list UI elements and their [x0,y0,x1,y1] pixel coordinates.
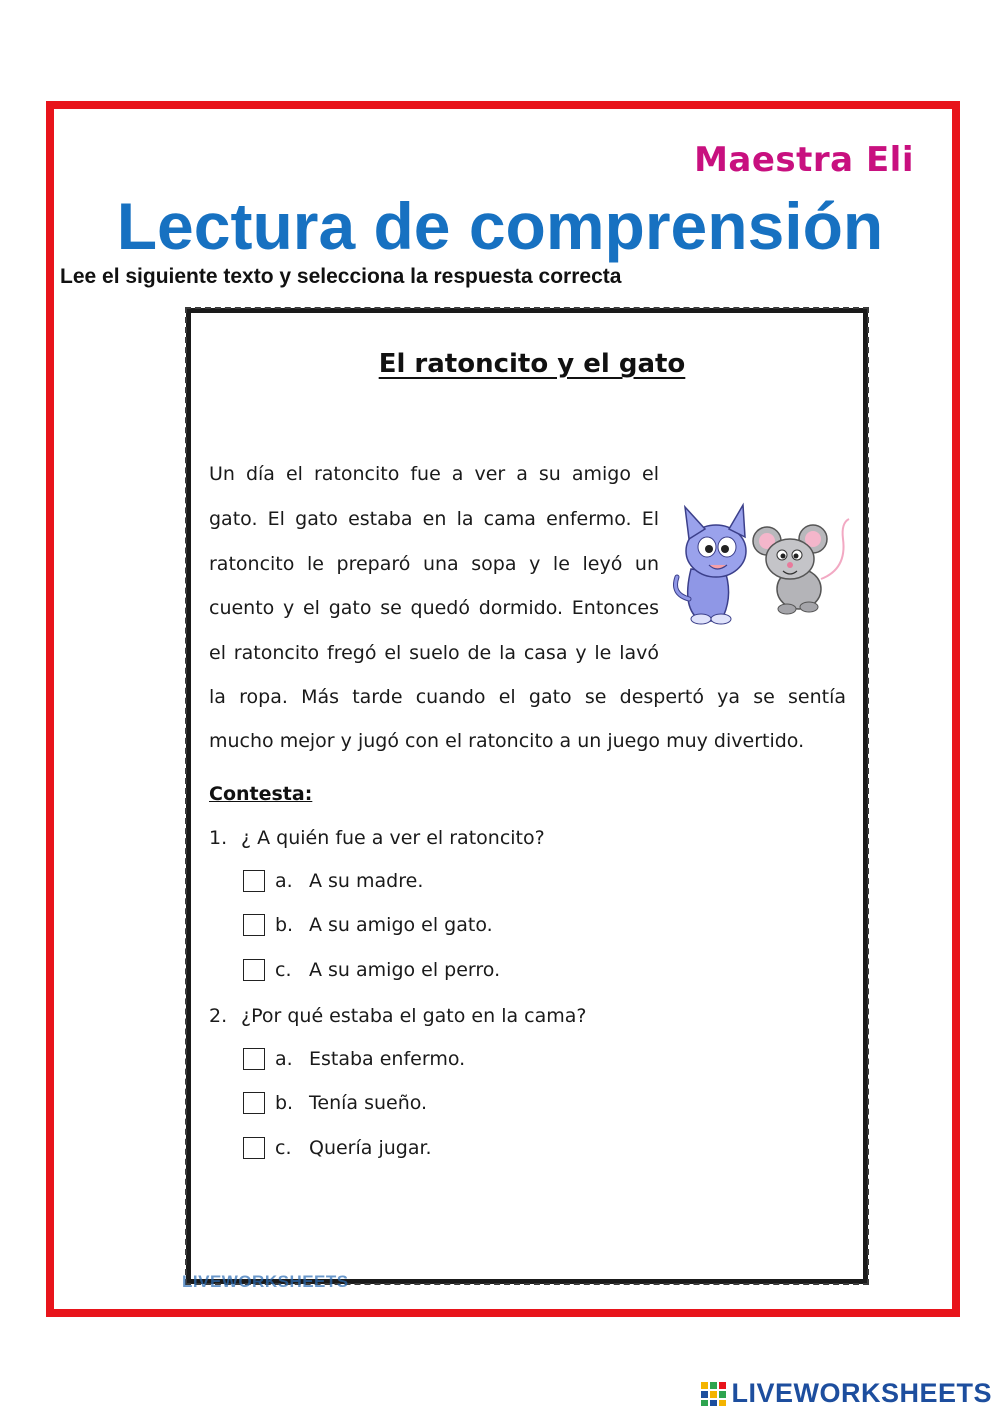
story-line: la ropa. Más tarde cuando el gato se despertó ya se sentía [209,686,846,708]
checkbox[interactable] [243,1137,265,1159]
checkbox[interactable] [243,914,265,936]
q2-option-a[interactable] [243,1048,465,1070]
reading-box [186,308,868,1284]
liveworksheets-logo-icon [701,1382,727,1406]
option-letter: b. [275,1092,294,1114]
cat-and-mouse-illustration [671,499,853,627]
option-text: Tenía sueño. [309,1092,428,1114]
mouse-icon [753,519,849,614]
question-text: ¿ A quién fue a ver el ratoncito? [241,827,545,849]
q2-option-b[interactable] [243,1092,427,1114]
question-number: 2. [209,1005,228,1027]
question-number: 1. [209,827,228,849]
liveworksheets-logo[interactable] [701,1378,992,1409]
story-line: gato. El gato estaba en la cama enfermo. El [209,508,659,530]
contesta-label: Contesta: [209,783,313,805]
option-letter: c. [275,959,292,981]
question-1 [209,827,545,849]
instructions: Lee el siguiente texto y selecciona la respuesta correcta [60,265,622,288]
question-text: ¿Por qué estaba el gato en la cama? [241,1005,587,1027]
page-title: Lectura de comprensión [116,189,884,263]
q1-option-a[interactable] [243,870,423,892]
author-name: Maestra Eli [694,140,914,180]
option-letter: a. [275,1048,293,1070]
option-text: Estaba enfermo. [309,1048,466,1070]
checkbox[interactable] [243,870,265,892]
checkbox[interactable] [243,959,265,981]
story-line: Un día el ratoncito fue a ver a su amigo el [209,463,659,485]
option-text: A su amigo el gato. [309,914,493,936]
story-line: el ratoncito fregó el suelo de la casa y le lavó [209,642,659,664]
liveworksheets-watermark: LIVEWORKSHEETS [182,1272,349,1291]
q2-option-c[interactable] [243,1137,432,1159]
story-line: cuento y el gato se quedó dormido. Entonces [209,597,659,619]
option-letter: a. [275,870,293,892]
option-letter: b. [275,914,294,936]
option-letter: c. [275,1137,292,1159]
liveworksheets-text: LIVEWORKSHEETS [731,1378,992,1408]
option-text: A su madre. [309,870,424,892]
story-line: ratoncito le preparó una sopa y le leyó un [209,553,659,575]
story-title: El ratoncito y el gato [378,349,686,379]
checkbox[interactable] [243,1092,265,1114]
q1-option-c[interactable] [243,959,500,981]
cat-icon [676,505,747,624]
q1-option-b[interactable] [243,914,493,936]
question-2 [209,1005,586,1027]
checkbox[interactable] [243,1048,265,1070]
story-line: mucho mejor y jugó con el ratoncito a un juego muy divertido. [209,730,805,752]
option-text: Quería jugar. [309,1137,432,1159]
option-text: A su amigo el perro. [309,959,501,981]
